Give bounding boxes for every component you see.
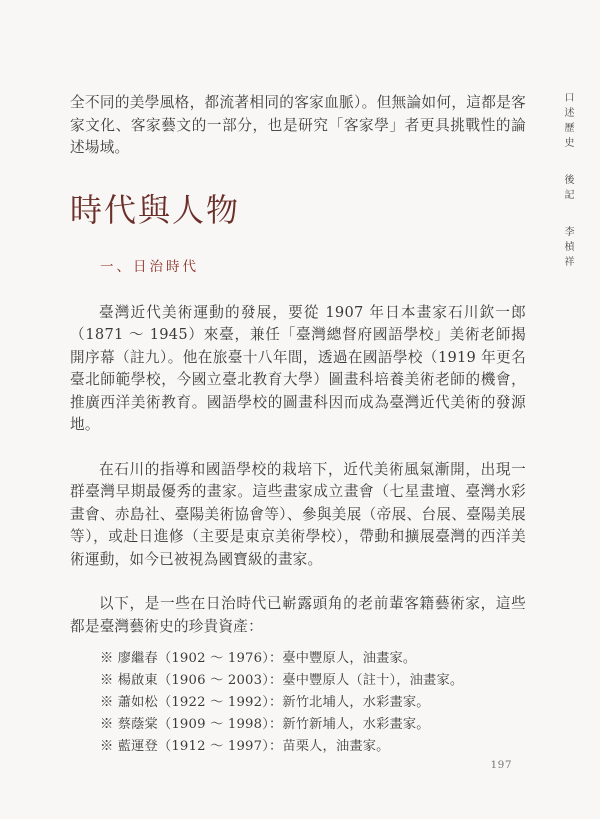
list-item: ※ 楊啟東（1906 ～ 2003）：臺中豐原人（註十），油畫家。 (100, 673, 464, 688)
body-paragraph-1: 臺灣近代美術運動的發展，要從 1907 年日本畫家石川欽一郎（1871 ～ 1945）來臺，兼任「臺灣總督府國語學校」美術老師揭開序幕（註九）。他在旅臺十八年間，透過在國語學校（1919 年更名臺北師範學校，今國立臺北教育大學）圖畫科培養美術老師的機會，推廣西洋美術教育。國語學校的圖畫科因而成為臺灣近代美術的發源地。 (70, 303, 526, 433)
body-paragraph-3: 以下，是一些在日治時代已嶄露頭角的老前輩客籍藝術家，這些都是臺灣藝術史的珍貴資產： (70, 595, 526, 635)
subsection-title: 一、日治時代 (100, 258, 199, 275)
list-item: ※ 蕭如松（1922 ～ 1992）：新竹北埔人，水彩畫家。 (100, 695, 430, 710)
list-item: ※ 藍運登（1912 ～ 1997）：苗栗人，油畫家。 (100, 739, 390, 754)
side-chapter-tab (560, 92, 584, 293)
page-number: 197 (490, 759, 512, 771)
side-tab-line-2: 後記 (562, 174, 573, 204)
list-item: ※ 蔡蔭棠（1909 ～ 1998）：新竹新埔人，水彩畫家。 (100, 717, 430, 732)
page-body (70, 92, 526, 758)
list-item: ※ 廖繼春（1902 ～ 1976）：臺中豐原人，油畫家。 (100, 651, 417, 666)
section-title: 時代與人物 (70, 190, 241, 229)
body-paragraph-2: 在石川的指導和國語學校的栽培下，近代美術風氣漸開，出現一群臺灣早期最優秀的畫家。這些畫家成立畫會（七星畫壇、臺灣水彩畫會、赤島社、臺陽美術協會等）、參與美展（帝展、台展、臺陽美展等），或赴日進修（主要是東京美術學校），帶動和擴展臺灣的西洋美術運動，如今已被視為國寶級的畫家。 (70, 460, 526, 568)
artist-list (70, 648, 526, 758)
side-tab-line-1: 口述歷史 (562, 92, 573, 152)
intro-paragraph: 全不同的美學風格，都流著相同的客家血脈）。但無論如何，這都是客家文化、客家藝文的一部分，也是研究「客家學」者更具挑戰性的論述場域。 (70, 94, 526, 156)
side-tab-line-3: 李楨祥 (562, 226, 573, 271)
